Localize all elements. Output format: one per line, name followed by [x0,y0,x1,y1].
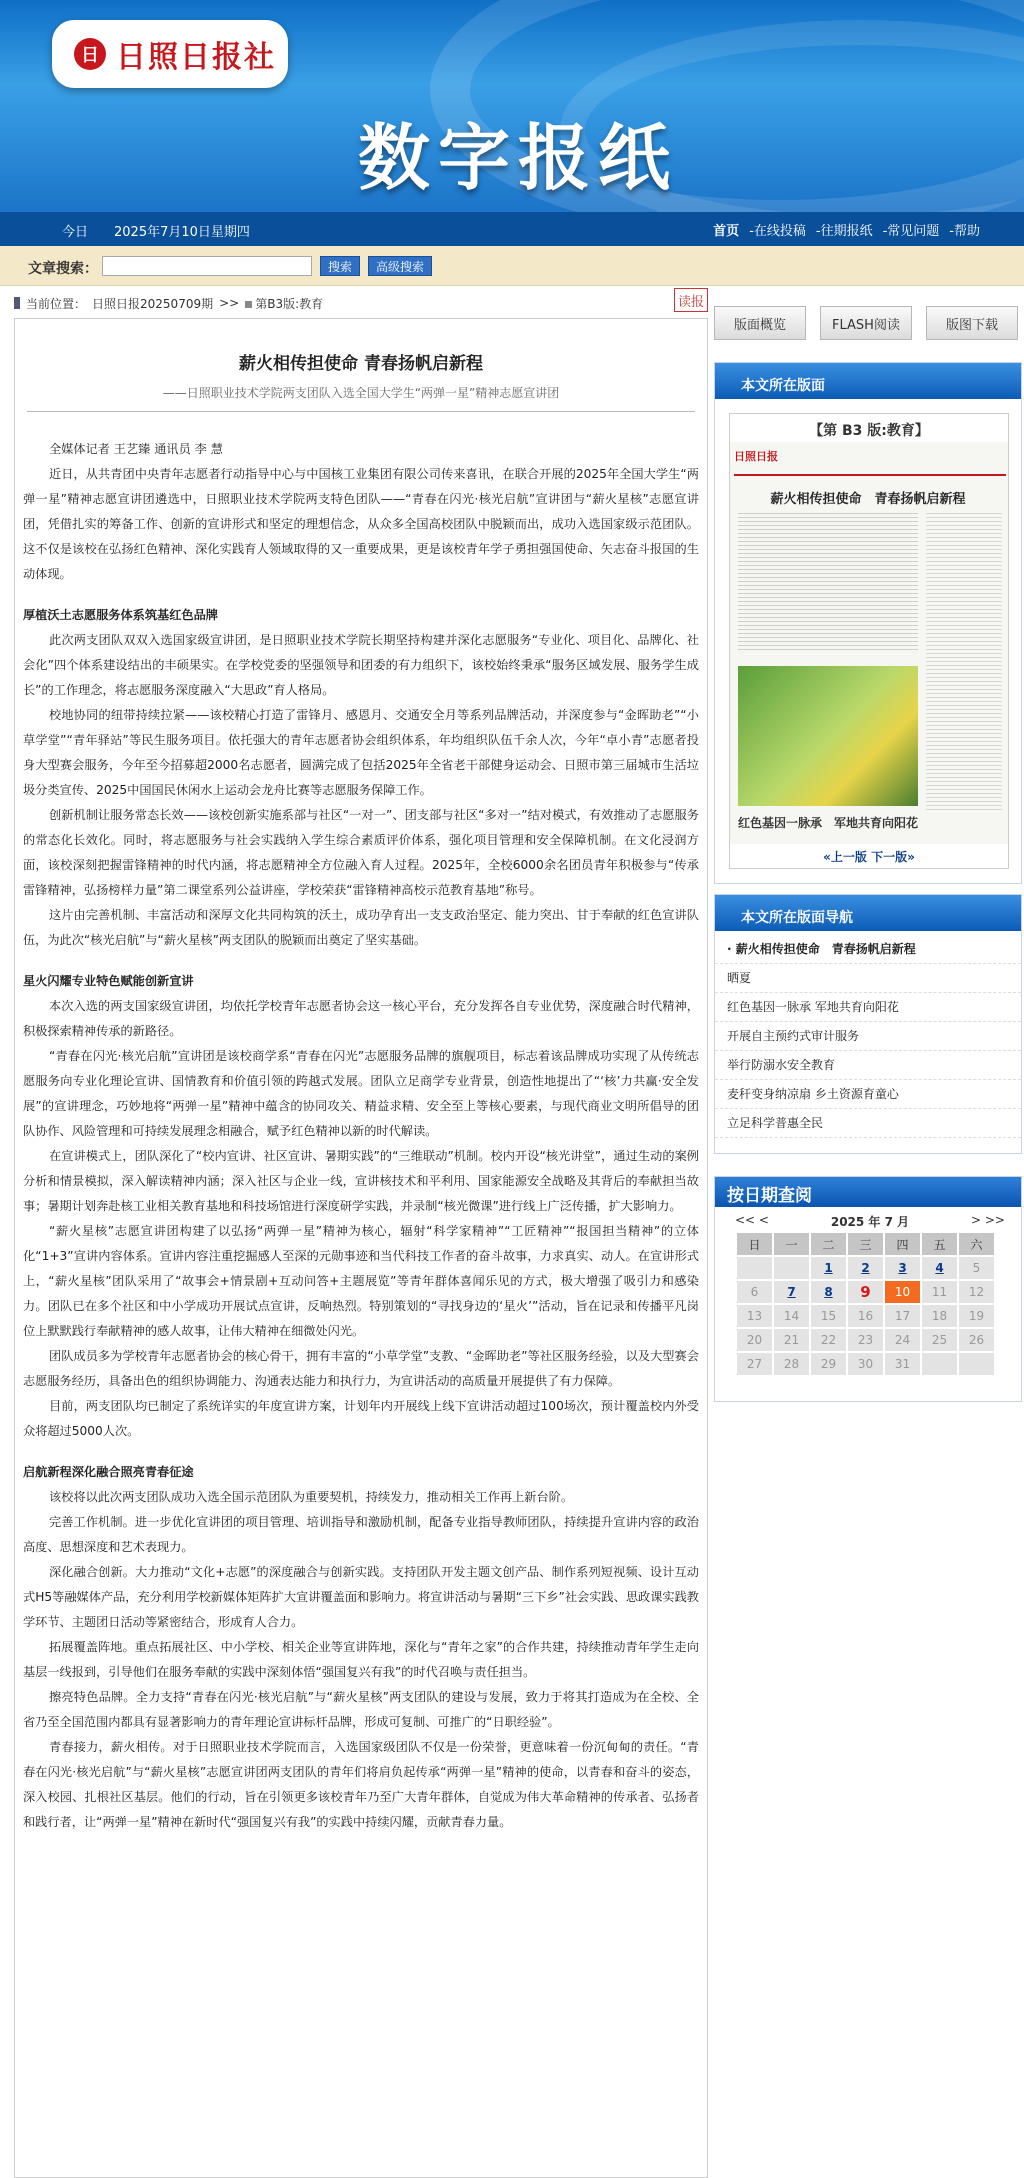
date-calendar [714,1176,1022,1402]
calendar-day: 20 [737,1329,772,1351]
article-paragraph: “青春在闪光·核光启航”宣讲团是该校商学系“青春在闪光”志愿服务品牌的旗舰项目，标志着该品牌成功实现了从传统志愿服务向专业化理论宣讲、国情教育和价值引领的跨越式发展。团队立足商学专业背景，创造性地提出了“‘核’力共赢·安全发展”的宣讲理念，巧妙地将“两弹一星”精神中蕴含的协同攻关、精益求精、安全至上等核心要素，与现代商业文明所倡导的团队协作、风险管理和可持续发展理念相融合，赋予红色精神以新的时代解读。 [23,1049,699,1138]
logo-text: 日照日报社 [116,40,276,75]
search-button[interactable]: 搜索 [320,256,360,276]
calendar-week [737,1329,994,1351]
calendar-day[interactable]: 8 [811,1281,846,1303]
calendar-day: 27 [737,1353,772,1375]
current-date: 今日 2025年7月10日星期四 [62,225,250,240]
breadcrumb-separator: >> [219,296,240,310]
article-paragraph: 该校将以此次两支团队成功入选全国示范团队为重要契机，持续发力，推动相关工作再上新台阶。 [49,1490,574,1504]
calendar-day: 13 [737,1305,772,1327]
advanced-search-button[interactable]: 高级搜索 [368,256,432,276]
calendar-day: 29 [811,1353,846,1375]
calendar-empty-cell [737,1257,772,1279]
calendar-day: 10 [885,1281,920,1303]
location-marker-icon [14,297,20,309]
article-paragraph: 这片由完善机制、丰富活动和深厚文化共同构筑的沃土，成功孕育出一支支政治坚定、能力突出、甘于奉献的红色宣讲队伍，为此次“核光启航”与“薪火星核”两支团队的脱颖而出奠定了坚实基础。 [23,908,699,947]
page-nav-panel [714,894,1022,1154]
calendar-day: 16 [848,1305,883,1327]
top-nav [0,212,1024,246]
weekday-row [737,1233,994,1255]
thumb-photo[interactable] [738,666,918,806]
calendar-week [737,1281,994,1303]
calendar-day: 12 [959,1281,994,1303]
calendar-day: 26 [959,1329,994,1351]
calendar-day[interactable]: 3 [885,1257,920,1279]
article-body [23,437,699,1835]
breadcrumb-prefix: 当前位置： [26,296,87,311]
weekday-label: 二 [811,1233,846,1255]
calendar-day: 11 [922,1281,957,1303]
article-panel [14,318,708,2178]
article-paragraph: 创新机制让服务常态长效——该校创新实施系部与社区“一对一”、团支部与社区“多对一”结对模式，有效推动了志愿服务的常态化长效化。同时，将志愿服务与社会实践纳入学生综合素质评价体系，强化项目管理和安全保障机制。在文化浸润方面，该校深刻把握雷锋精神的时代内涵，将志愿精神全方位融入育人过程。2025年，全校6000余名团员青年积极参与“传承雷锋精神，弘扬榜样力量”第二课堂系列公益讲座，学校荣获“雷锋精神高校示范教育基地”称号。 [23,808,699,897]
article-paragraph: 深化融合创新。大力推动“文化+志愿”的深度融合与创新实践。支持团队开发主题文创产品、制作系列短视频、设计互动式H5等融媒体产品，充分利用学校新媒体矩阵扩大宣讲覆盖面和影响力。将宣讲活动与暑期“三下乡”社会实践、思政课实践教学环节、主题团日活动等紧密结合，形成育人合力。 [23,1565,699,1629]
calendar-day: 15 [811,1305,846,1327]
nav-article-link[interactable]: 立足科学普惠全民 [715,1109,1021,1138]
calendar-day[interactable]: 2 [848,1257,883,1279]
calendar-day: 23 [848,1329,883,1351]
nav-archive[interactable]: -往期报纸 [815,224,873,239]
thumb-side-column[interactable] [926,510,1002,810]
page-label: 【第 B3 版:教育】 [730,414,1008,442]
thumb-headline[interactable]: 薪火相传担使命 青春扬帆启新程 [770,492,966,507]
weekday-label: 六 [959,1233,994,1255]
search-bar [0,246,1024,286]
calendar-day: 31 [885,1353,920,1375]
logo-mark-icon: 日 [74,38,106,70]
divider [27,411,695,412]
calendar-day: 25 [922,1329,957,1351]
nav-home[interactable]: 首页 [713,224,740,239]
nav-article-link[interactable]: 开展自主预约式审计服务 [715,1022,1021,1051]
flash-read-button[interactable]: FLASH阅读 [820,306,912,340]
calendar-month: 2025 年 7 月 [830,1215,910,1229]
article-paragraph: 在宣讲模式上，团队深化了“校内宣讲、社区宣讲、暑期实践”的“三维联动”机制。校内开设“核光讲堂”，通过生动的案例分析和情景模拟，深入解读精神内涵；深入社区与企业一线，宣讲核技术和平利用、国家能源安全战略及其背后的奉献担当故事；暑期计划奔赴核工业相关教育基地和科技场馆进行深度研学实践，并录制“核光微课”进行线上广泛传播，扩大影响力。 [23,1149,699,1213]
calendar-day: 14 [774,1305,809,1327]
article-paragraph: 完善工作机制。进一步优化宣讲团的项目管理、培训指导和激励机制，配备专业指导教师团队，持续提升宣讲内容的政治高度、思想深度和艺术表现力。 [23,1515,699,1554]
article-paragraph: 近日，从共青团中央青年志愿者行动指导中心与中国核工业集团有限公司传来喜讯，在联合开展的2025年全国大学生“两弹一星”精神志愿宣讲团遴选中，日照职业技术学院两支特色团队——“青春在闪光·核光启航”宣讲团与“薪火星核”志愿宣讲团，凭借扎实的筹备工作、创新的宣讲形式和坚定的理想信念，从众多全国高校团队中脱颖而出，成功入选国家级示范团队。这不仅是该校在弘扬红色精神、深化实践育人领域取得的又一重要成果，更是该校青年学子勇担强国使命、矢志奋斗报国的生动体现。 [23,467,699,581]
nav-article-link[interactable]: 举行防溺水安全教育 [715,1051,1021,1080]
weekday-label: 一 [774,1233,809,1255]
search-label: 文章搜索： [28,261,98,277]
page-prev-next[interactable]: «上一版 下一版» [730,844,1008,868]
weekday-label: 日 [737,1233,772,1255]
calendar-day: 24 [885,1329,920,1351]
page-overview-button[interactable]: 版面概览 [714,306,806,340]
header-banner [0,0,1024,212]
page-panel [714,362,1022,884]
breadcrumb-section-label: 第B3版:教育 [255,296,324,311]
calendar-week [737,1257,994,1279]
article-paragraph: 团队成员多为学校青年志愿者协会的核心骨干，拥有丰富的“小草学堂”支教、“金晖助老”等社区服务经验，以及大型赛会志愿服务经历，具备出色的组织协调能力、沟通表达能力和执行力，为宣讲活动的高质量开展提供了有力保障。 [23,1349,699,1388]
page-panel-title: 本文所在版面 [715,363,1021,399]
article-paragraph: 青春接力，薪火相传。对于日照职业技术学院而言，入选国家级团队不仅是一份荣誉，更意味着一份沉甸甸的责任。“青春在闪光·核光启航”与“薪火星核”志愿宣讲团两支团队的青年们将肩负起传承“两弹一星”精神的使命，以青春和奋斗的姿态，深入校园、扎根社区基层。他们的行动，旨在引领更多该校青年乃至广大青年群体，自觉成为伟大革命精神的传承者、弘扬者和践行者，让“两弹一星”精神在新时代“强国复兴有我”的实践中持续闪耀，贡献青春力量。 [23,1740,699,1829]
article-subtitle: ——日照职业技术学院两支团队入选全国大学生“两弹一星”精神志愿宣讲团 [162,386,560,400]
article-paragraph: 本次入选的两支国家级宣讲团，均依托学校青年志愿者协会这一核心平台，充分发挥各自专业优势，深度融合时代精神，积极探索精神传承的新路径。 [23,999,699,1038]
page-download-button[interactable]: 版图下载 [926,306,1018,340]
page-thumbnail[interactable] [729,413,1009,869]
calendar-day[interactable]: 1 [811,1257,846,1279]
thumb-headline-2[interactable]: 红色基因一脉承 军地共育向阳花 [738,816,919,830]
page-nav-title: 本文所在版面导航 [715,895,1021,931]
calendar-week [737,1353,994,1375]
square-bullet-icon [245,301,252,308]
calendar-day: 5 [959,1257,994,1279]
calendar-empty-cell [959,1353,994,1375]
calendar-day: 28 [774,1353,809,1375]
breadcrumb-paper[interactable]: 日照日报20250709期 [92,296,214,311]
calendar-week [737,1305,994,1327]
calendar-day: 22 [811,1329,846,1351]
section-heading: 星火闪耀专业特色赋能创新宣讲 [23,974,194,988]
calendar-day: 30 [848,1353,883,1375]
next-month-button[interactable]: > >> [971,1213,1005,1227]
calendar-empty-cell [922,1353,957,1375]
calendar-title: 按日期查阅 [715,1177,1021,1207]
calendar-day: 18 [922,1305,957,1327]
article-paragraph: 校地协同的纽带持续拉紧——该校精心打造了雷锋月、感恩月、交通安全月等系列品牌活动，并深度参与“金晖助老”“小草学堂”“青年驿站”等民生服务项目。依托强大的青年志愿者协会组织体系，年均组织队伍千余人次，今年“卓小青”志愿者投身大型赛会服务，今年至今招募超2000名志愿者，圆满完成了包括2025年全省老干部健身运动会、日照市第三届城市生活垃圾分类宣传、2025中国国民休闲水上运动会龙舟比赛等志愿服务保障工作。 [23,708,699,797]
calendar-day: 17 [885,1305,920,1327]
page-nav-list [715,931,1021,1138]
article-paragraph: 拓展覆盖阵地。重点拓展社区、中小学校、相关企业等宣讲阵地，深化与“青年之家”的合作共建，持续推动青年学生走向基层一线报到，引导他们在服务奉献的实践中深刻体悟“强国复兴有我”的时代召唤与责任担当。 [23,1640,699,1679]
calendar-empty-cell [774,1257,809,1279]
nav-article-link[interactable]: 晒夏 [715,964,1021,993]
article-paragraph: 目前，两支团队均已制定了系统详实的年度宣讲方案，计划年内开展线上线下宣讲活动超过100场次，预计覆盖校内外受众将超过5000人次。 [23,1399,699,1438]
calendar-day: 19 [959,1305,994,1327]
search-input[interactable] [102,256,312,276]
calendar-nav [735,1213,1005,1230]
calendar-day[interactable]: 7 [774,1281,809,1303]
weekday-label: 五 [922,1233,957,1255]
calendar-grid [735,1231,996,1377]
nav-article-link[interactable]: 麦秆变身纳凉扇 乡土资源育童心 [715,1080,1021,1109]
article-title: 薪火相传担使命 青春扬帆启新程 [239,354,483,374]
nav-help[interactable]: -帮助 [949,224,980,239]
section-heading: 厚植沃土志愿服务体系筑基红色品牌 [23,608,218,622]
calendar-day: 21 [774,1329,809,1351]
article-paragraph: “薪火星核”志愿宣讲团构建了以弘扬“两弹一星”精神为核心，辐射“科学家精神”“工匠精神”“报国担当精神”的立体化“1+3”宣讲内容体系。宣讲内容注重挖掘感人至深的元勋事迹和当代科技工作者的奋斗故事，力求真实、动人。在宣讲形式上，“薪火星核”团队采用了“故事会+情景剧+互动问答+主题展览”等青年群体喜闻乐见的方式，极大增强了吸引力和感染力。团队已在多个社区和中小学成功开展试点宣讲，反响热烈。特别策划的“寻找身边的‘星火’”活动，旨在记录和传播平凡岗位上默默践行奉献精神的感人故事，让伟大精神在细微处闪光。 [23,1224,699,1338]
breadcrumb [14,292,704,314]
section-heading: 启航新程深化融合照亮青春征途 [23,1465,194,1479]
prev-month-button[interactable]: << < [735,1213,769,1227]
article-paragraph: 全媒体记者 王艺臻 通讯员 李 慧 [49,442,223,456]
article-paragraph: 此次两支团队双双入选国家级宣讲团，是日照职业技术学院长期坚持构建并深化志愿服务“专业化、项目化、品牌化、社会化”四个体系建设结出的丰硕果实。在学校党委的坚强领导和团委的有力组织下，该校始终秉承“服务区域发展、服务学生成长”的工作理念，将志愿服务深度融入“大思政”育人格局。 [23,633,699,697]
breadcrumb-section[interactable] [245,295,323,312]
nav-faq[interactable]: -常见问题 [882,224,940,239]
thumb-text-block[interactable] [738,510,918,650]
page-tools [714,306,1020,342]
weekday-label: 四 [885,1233,920,1255]
site-title: 数字报纸 [358,115,679,200]
calendar-day[interactable]: 9 [848,1281,883,1303]
calendar-day: 6 [737,1281,772,1303]
thumb-masthead: 日照日报 [734,448,1006,476]
nav-submit[interactable]: -在线投稿 [749,224,806,239]
article-paragraph: 擦亮特色品牌。全力支持“青春在闪光·核光启航”与“薪火星核”两支团队的建设与发展，致力于将其打造成为在全校、全省乃至全国范围内都具有显著影响力的青年理论宣讲标杆品牌，形成可复制、可推广的“日职经验”。 [23,1690,699,1729]
logo[interactable] [52,20,288,88]
nav-article-link[interactable]: · 薪火相传担使命 青春扬帆启新程 [715,935,1021,964]
nav-article-link[interactable]: 红色基因一脉承 军地共育向阳花 [715,993,1021,1022]
weekday-label: 三 [848,1233,883,1255]
read-paper-button[interactable]: 读报 [674,288,708,312]
calendar-day[interactable]: 4 [922,1257,957,1279]
